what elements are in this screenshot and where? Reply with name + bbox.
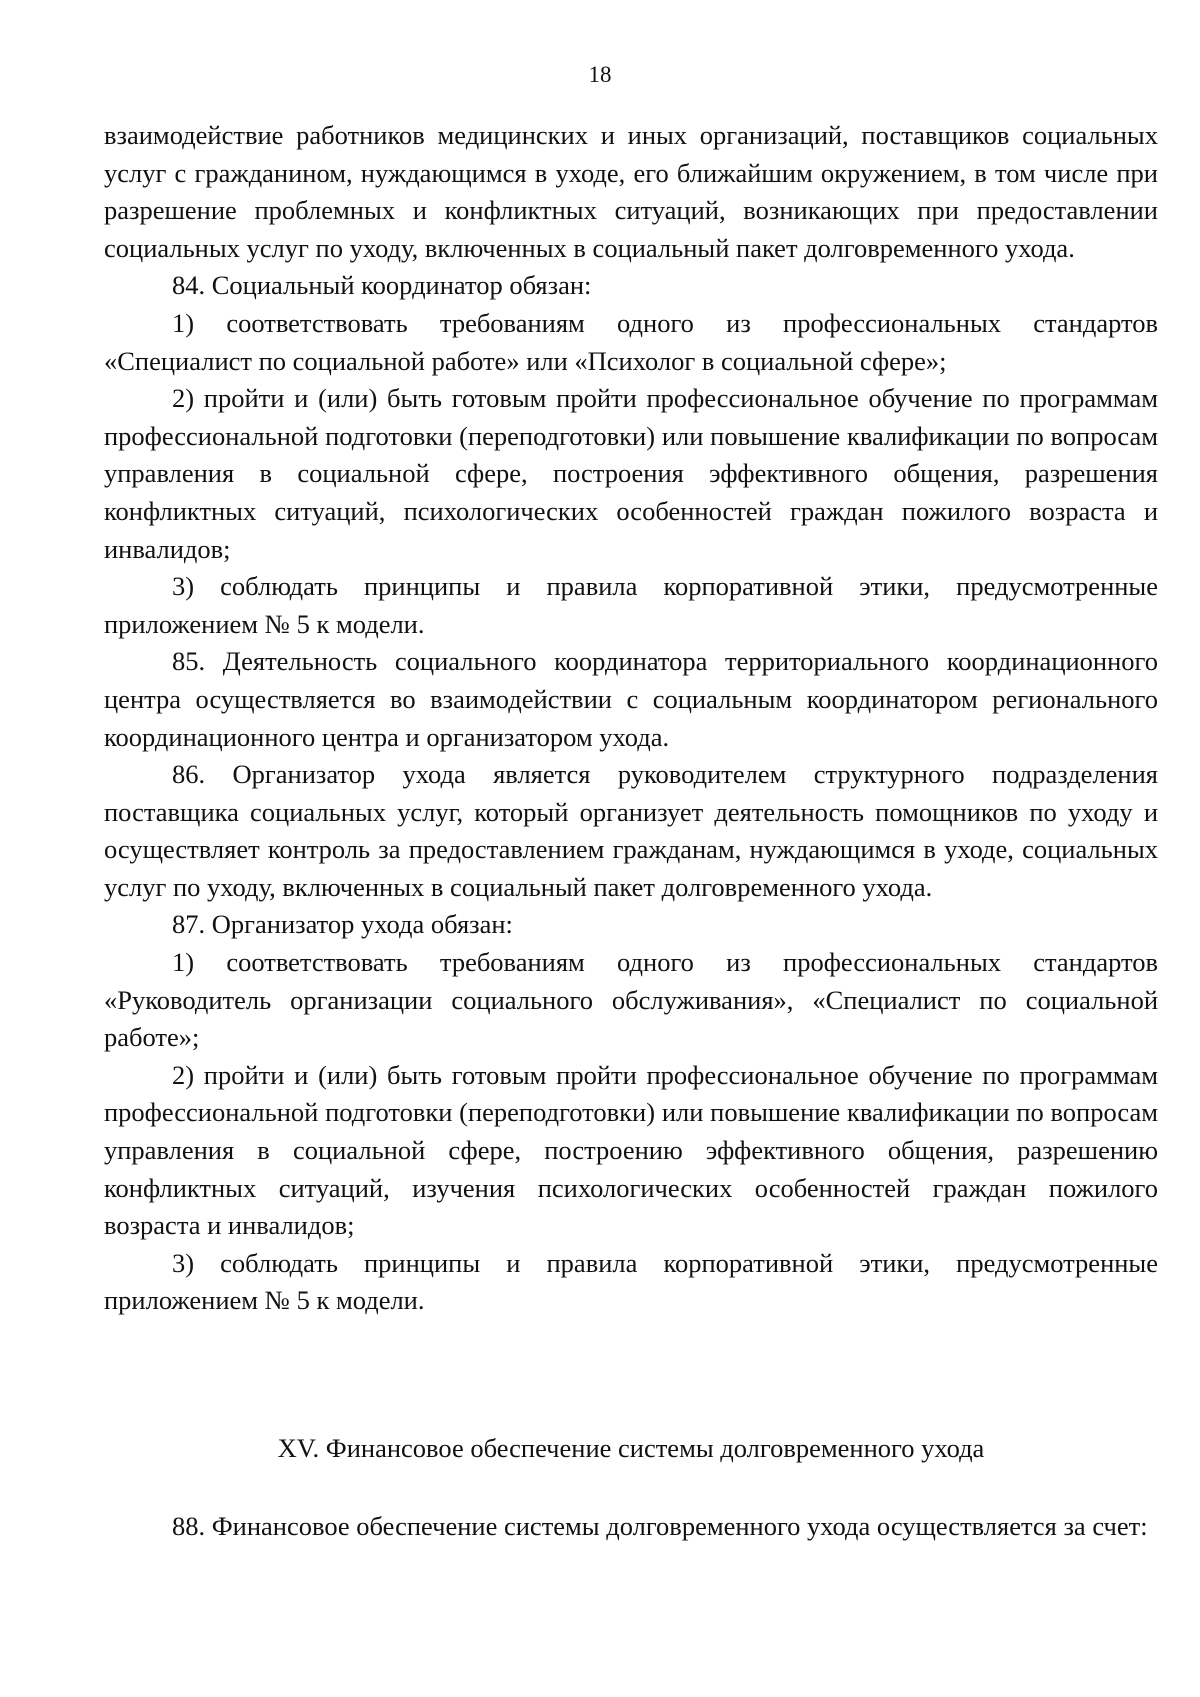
paragraph-85: 85. Деятельность социального координатора территориального координационного центра осуществляется во взаимодействии с социальным координатором регионального координационного центра и организатором ухода. bbox=[104, 646, 1158, 752]
paragraph-88: 88. Финансовое обеспечение системы долговременного ухода осуществляется за счет: bbox=[172, 1511, 1148, 1541]
paragraph-87-item-2: 2) пройти и (или) быть готовым пройти профессиональное обучение по программам профессиональной подготовки (переподготовки) или повышение квалификации по вопросам управления в социальной сфере, построению эффективного общения, разрешению конфликтных ситуаций, изучения психологических особенностей граждан пожилого возраста и инвалидов; bbox=[104, 1059, 1158, 1241]
document-body bbox=[104, 117, 1158, 1320]
paragraph-87: 87. Организатор ухода обязан: bbox=[172, 909, 513, 940]
section-heading: XV. Финансовое обеспечение системы долговременного ухода bbox=[277, 1433, 985, 1463]
paragraph-84-item-1: 1) соответствовать требованиям одного из профессиональных стандартов «Специалист по социальной работе» или «Психолог в социальной сфере»; bbox=[104, 307, 1158, 376]
section-body bbox=[104, 1508, 1158, 1546]
page-number: 18 bbox=[588, 62, 612, 87]
paragraph-84-item-3: 3) соблюдать принципы и правила корпоративной этики, предусмотренные приложением № 5 к модели. bbox=[104, 571, 1158, 639]
paragraph-87-item-3: 3) соблюдать принципы и правила корпоративной этики, предусмотренные приложением № 5 к модели. bbox=[104, 1247, 1158, 1316]
paragraph-87-item-1: 1) соответствовать требованиям одного из профессиональных стандартов «Руководитель организации социального обслуживания», «Специалист по социальной работе»; bbox=[104, 947, 1158, 1053]
paragraph-continuation: взаимодействие работников медицинских и иных организаций, поставщиков социальных услуг с гражданином, нуждающимся в уходе, его ближайшим окружением, в том числе при разрешение проблемных и конфликтных ситуаций, возникающих при предоставлении социальных услуг по уходу, включенных в социальный пакет долговременного ухода. bbox=[104, 120, 1158, 263]
paragraph-84-item-2: 2) пройти и (или) быть готовым пройти профессиональное обучение по программам профессиональной подготовки (переподготовки) или повышение квалификации по вопросам управления в социальной сфере, построения эффективного общения, разрешения конфликтных ситуаций, психологических особенностей граждан пожилого возраста и инвалидов; bbox=[104, 383, 1158, 564]
paragraph-84: 84. Социальный координатор обязан: bbox=[172, 270, 592, 301]
paragraph-86: 86. Организатор ухода является руководителем структурного подразделения поставщика социальных услуг, который организует деятельность помощников по уходу и осуществляет контроль за предоставлением гражданам, нуждающимся в уходе, социальных услуг по уходу, включенных в социальный пакет долговременного ухода. bbox=[104, 759, 1158, 902]
